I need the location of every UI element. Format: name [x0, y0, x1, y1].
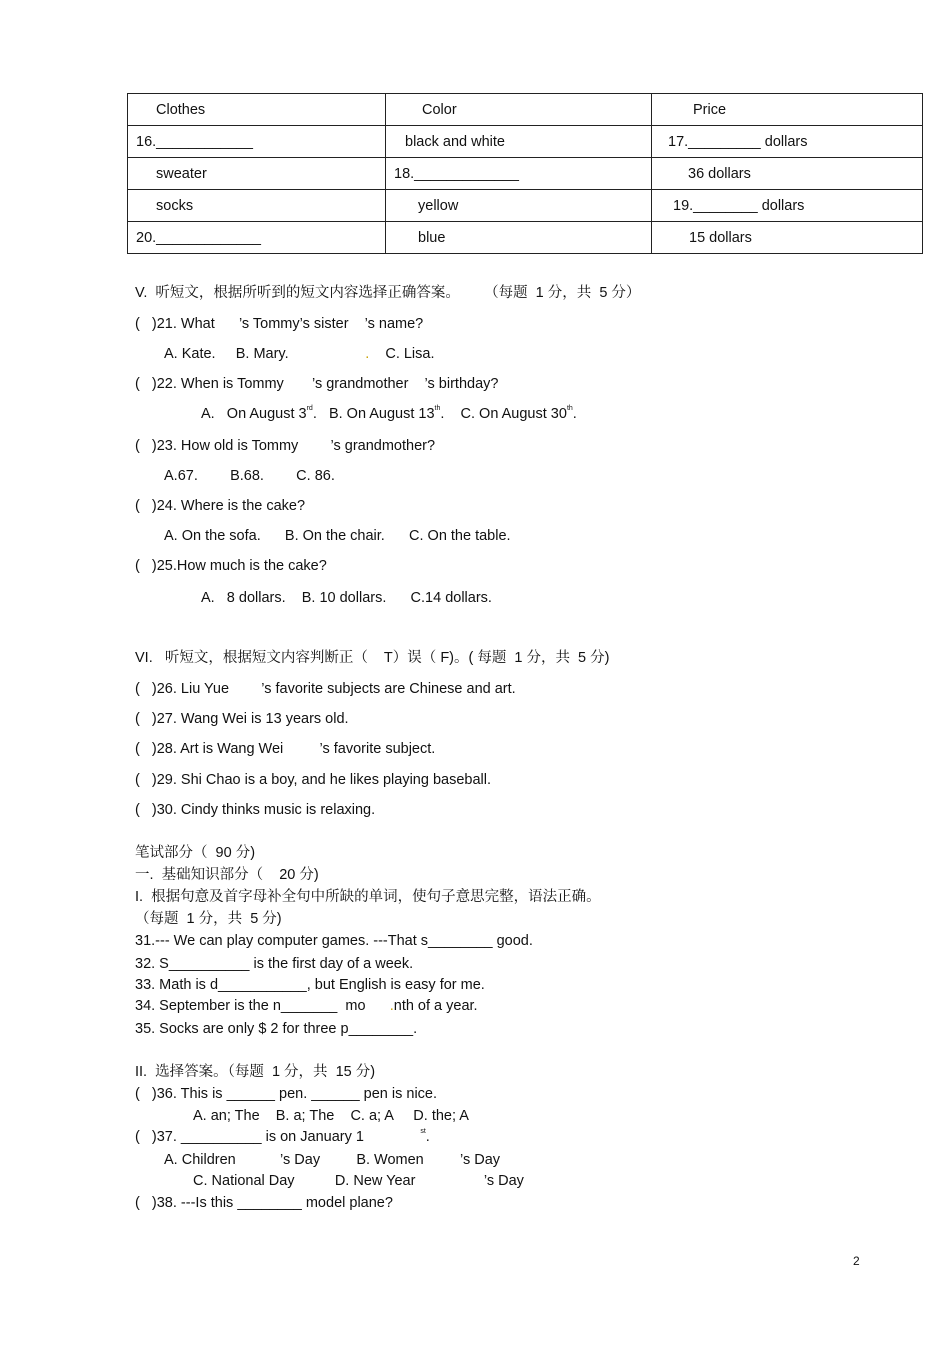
question-25: ( )25.How much is the cake? — [135, 558, 327, 574]
question-36-options: A. an; The B. a; The C. a; A D. the; A — [193, 1108, 469, 1124]
question-38: ( )38. ---Is this ________ model plane? — [135, 1195, 393, 1211]
question-21-options: A. Kate. B. Mary. . C. Lisa. — [164, 346, 435, 362]
question-23: ( )23. How old is Tommy ’s grandmother? — [135, 438, 436, 454]
table-cell: 20._____________ — [128, 222, 386, 254]
question-23-options: A.67. B.68. C. 86. — [164, 468, 335, 484]
question-36: ( )36. This is ______ pen. ______ pen is nice. — [135, 1086, 438, 1102]
table-header: Price — [652, 94, 923, 126]
question-37-options-1: A. Children ’s Day B. Women ’s Day — [164, 1152, 501, 1168]
table-header-row — [128, 94, 923, 126]
table-cell: socks — [128, 190, 386, 222]
table-cell: 15 dollars — [652, 222, 923, 254]
table-cell: black and white — [386, 126, 652, 158]
page-number: 2 — [853, 1254, 860, 1268]
question-30: ( )30. Cindy thinks music is relaxing. — [135, 802, 376, 818]
section-ii-heading: II. 选择答案。（每题 1 分，共 15 分) — [135, 1064, 376, 1080]
written-part-heading: 笔试部分（ 90 分) — [135, 845, 256, 861]
table-row — [128, 190, 923, 222]
table-row — [128, 158, 923, 190]
section-i-score: （每题 1 分，共 5 分) — [135, 911, 282, 927]
stray-dot: . — [365, 346, 370, 362]
table-header: Clothes — [128, 94, 386, 126]
table-header: Color — [386, 94, 652, 126]
table-cell: 36 dollars — [652, 158, 923, 190]
question-25-options: A. 8 dollars. B. 10 dollars. C.14 dollars. — [201, 590, 492, 606]
question-28: ( )28. Art is Wang Wei ’s favorite subject. — [135, 741, 436, 757]
section-i-heading: I. 根据句意及首字母补全句中所缺的单词，使句子意思完整，语法正确。 — [135, 889, 601, 905]
section-vi-heading: VI. 听短文，根据短文内容判断正（ T）误（ F)。( 每题 1 分，共 5 分) — [135, 650, 610, 666]
question-35: 35. Socks are only $ 2 for three p________. — [135, 1021, 418, 1037]
question-31: 31.--- We can play computer games. ---That s________ good. — [135, 933, 533, 949]
question-29: ( )29. Shi Chao is a boy, and he likes playing baseball. — [135, 772, 491, 788]
table-cell: 18._____________ — [386, 158, 652, 190]
table-cell: 16.____________ — [128, 126, 386, 158]
question-22: ( )22. When is Tommy ’s grandmother ’s birthday? — [135, 376, 499, 392]
table-cell: yellow — [386, 190, 652, 222]
question-37-options-2: C. National Day D. New Year ’s Day — [193, 1173, 524, 1189]
table-cell: 19.________ dollars — [652, 190, 923, 222]
question-21: ( )21. What ’s Tommy’s sister ’s name? — [135, 316, 424, 332]
question-26: ( )26. Liu Yue ’s favorite subjects are Chinese and art. — [135, 681, 516, 697]
table-row — [128, 222, 923, 254]
question-27: ( )27. Wang Wei is 13 years old. — [135, 711, 349, 727]
basic-knowledge-heading: 一. 基础知识部分（ 20 分) — [135, 867, 319, 883]
section-v-heading: V. 听短文，根据所听到的短文内容选择正确答案。 （每题 1 分，共 5 分） — [135, 285, 641, 301]
table-row — [128, 126, 923, 158]
question-24: ( )24. Where is the cake? — [135, 498, 306, 514]
table-cell: blue — [386, 222, 652, 254]
question-24-options: A. On the sofa. B. On the chair. C. On the table. — [164, 528, 511, 544]
clothes-table — [127, 93, 923, 254]
question-22-options: A. On August 3rd. B. On August 13th. C. On August 30th. — [201, 405, 577, 422]
table-cell: sweater — [128, 158, 386, 190]
stray-dot: . — [389, 998, 394, 1014]
question-37: ( )37. __________ is on January 1 $^{st}$. — [135, 1128, 430, 1145]
question-32: 32. S__________ is the first day of a week. — [135, 956, 414, 972]
table-cell: 17._________ dollars — [652, 126, 923, 158]
question-33: 33. Math is d___________, but English is easy for me. — [135, 977, 485, 993]
question-34: 34. September is the n_______ mo .nth of a year. — [135, 998, 478, 1014]
